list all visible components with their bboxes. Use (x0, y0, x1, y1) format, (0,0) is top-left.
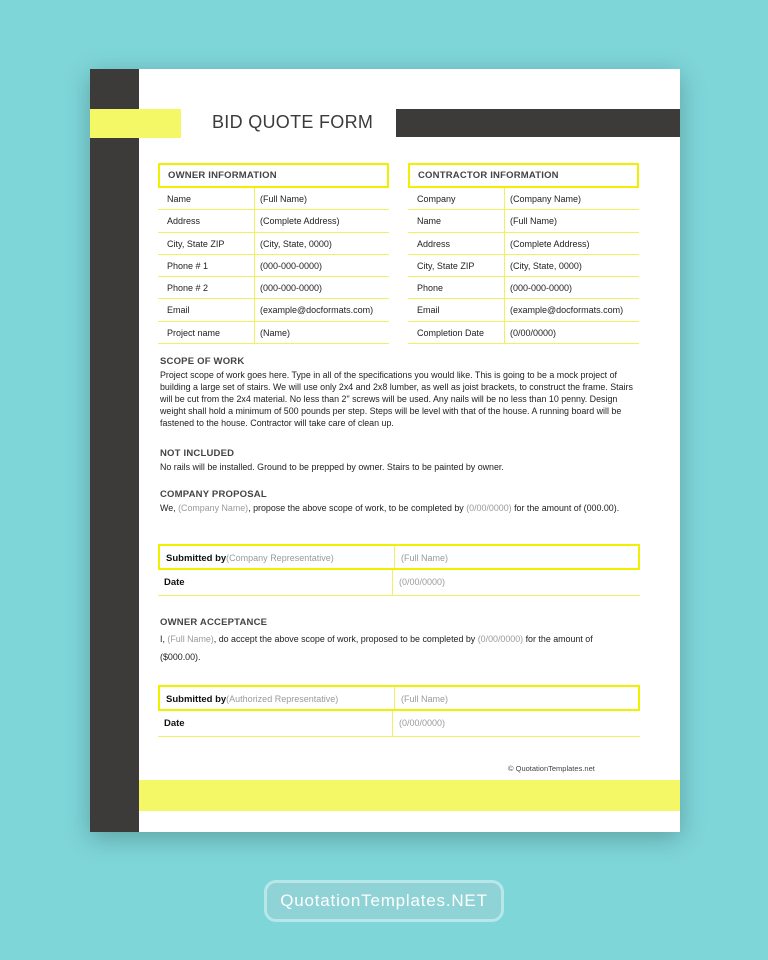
form-title: BID QUOTE FORM (212, 112, 374, 132)
table-row (408, 322, 639, 344)
table-row (158, 255, 389, 277)
submitted-by-row (158, 685, 640, 711)
row-label: Name (158, 188, 255, 209)
row-value[interactable]: (000-000-0000) (510, 283, 573, 294)
not-included-section (160, 448, 635, 473)
left-dark-bar (90, 69, 139, 832)
row-value[interactable]: (Full Name) (260, 194, 308, 204)
row-label: Phone # 2 (158, 277, 255, 298)
date-row (158, 570, 640, 596)
row-label: Address (408, 233, 505, 254)
row-label: Phone (408, 277, 505, 298)
row-label: City, State ZIP (158, 233, 255, 254)
date-field[interactable]: (0/00/0000) (399, 577, 446, 587)
row-value[interactable]: (Complete Address) (510, 238, 590, 249)
not-included-text: No rails will be installed. Ground to be prepped by owner. Stairs to be painted by owner. (160, 462, 504, 472)
submitted-name-field[interactable]: (Full Name) (401, 694, 449, 704)
owner-info-header: OWNER INFORMATION (158, 163, 389, 188)
table-row (158, 188, 389, 210)
owner-acceptance-text: I, (Full Name), do accept the above scope of work, proposed to be completed by (0/00/0000) for the amount of ($000.00). (160, 634, 593, 662)
title-dark-band (396, 109, 680, 137)
scope-of-work-section (160, 356, 635, 429)
company-proposal-section (160, 489, 635, 514)
date-label: Date (164, 718, 185, 729)
row-value[interactable]: (example@docformats.com) (510, 305, 624, 316)
owner-acceptance-title: OWNER ACCEPTANCE (160, 617, 268, 628)
table-row (158, 233, 389, 255)
table-row (158, 210, 389, 232)
date-label: Date (164, 577, 185, 588)
row-value[interactable]: (Company Name) (510, 194, 582, 204)
row-label: Email (158, 299, 255, 320)
owner-signature-table (158, 685, 640, 737)
scope-title: SCOPE OF WORK (160, 356, 245, 367)
scope-text: Project scope of work goes here. Type in all of the specifications you would like. This is going to be a mock project of building a large set of stairs. We will use only 2x4 and 2x8 lumber, as well as joist brackets, to construct the frame. Stairs will be cut from the 2x4 material. No less than 2" screws will be used. Any nails will be no less than 10 penny. Design weight shall hold a minimum of 500 pounds per step. Steps will be level with that of the house. A running board will be fastened to the house. Contractor will take care of clean up. (160, 370, 633, 428)
row-label: Name (408, 210, 505, 231)
table-row (408, 255, 639, 277)
row-value[interactable]: (City, State, 0000) (510, 260, 582, 271)
table-row (408, 277, 639, 299)
date-field[interactable]: (0/00/0000) (399, 718, 446, 728)
title-yellow-tab (90, 109, 181, 138)
owner-info-table (158, 163, 389, 344)
row-label: Company (408, 188, 505, 209)
bottom-yellow-band (139, 780, 680, 811)
row-label: Completion Date (408, 322, 505, 343)
owner-name-placeholder[interactable]: (Full Name) (167, 634, 214, 644)
submitted-by-hint: (Authorized Representative) (226, 694, 339, 704)
row-label: Phone # 1 (158, 255, 255, 276)
row-label: Address (158, 210, 255, 231)
row-value[interactable]: (example@docformats.com) (260, 305, 374, 316)
row-label: City, State ZIP (408, 255, 505, 276)
company-proposal-text: We, (Company Name), propose the above scope of work, to be completed by (0/00/0000) for the amount of (000.00). (160, 503, 620, 513)
row-value[interactable]: (000-000-0000) (260, 260, 323, 271)
row-value[interactable]: (Complete Address) (260, 216, 340, 227)
submitted-by-row (158, 544, 640, 570)
form-page (90, 69, 680, 832)
not-included-title: NOT INCLUDED (160, 448, 235, 459)
row-value[interactable]: (0/00/0000) (510, 327, 557, 338)
table-row (408, 233, 639, 255)
row-value[interactable]: (City, State, 0000) (260, 238, 332, 249)
company-proposal-title: COMPANY PROPOSAL (160, 489, 267, 500)
brand-badge[interactable]: QuotationTemplates.NET (264, 880, 504, 922)
copyright-credit: © QuotationTemplates.net (508, 764, 595, 773)
row-value[interactable]: (Name) (260, 327, 291, 338)
table-row (408, 188, 639, 210)
acceptance-date-placeholder[interactable]: (0/00/0000) (477, 634, 524, 644)
row-label: Email (408, 299, 505, 320)
contractor-info-table (408, 163, 639, 344)
table-row (158, 322, 389, 344)
company-signature-table (158, 544, 640, 596)
table-row (158, 277, 389, 299)
submitted-by-hint: (Company Representative) (226, 553, 334, 563)
submitted-by-label: Submitted by (166, 694, 227, 705)
row-value[interactable]: (Full Name) (510, 216, 558, 227)
contractor-info-header: CONTRACTOR INFORMATION (408, 163, 639, 188)
table-row (408, 210, 639, 232)
table-row (158, 299, 389, 321)
company-name-placeholder[interactable]: (Company Name) (178, 503, 249, 513)
date-row (158, 711, 640, 737)
row-value[interactable]: (000-000-0000) (260, 283, 323, 294)
submitted-by-label: Submitted by (166, 553, 227, 564)
owner-acceptance-section (160, 617, 635, 666)
table-row (408, 299, 639, 321)
completion-date-placeholder[interactable]: (0/00/0000) (466, 503, 512, 513)
submitted-name-field[interactable]: (Full Name) (401, 553, 449, 563)
row-label: Project name (158, 322, 255, 343)
